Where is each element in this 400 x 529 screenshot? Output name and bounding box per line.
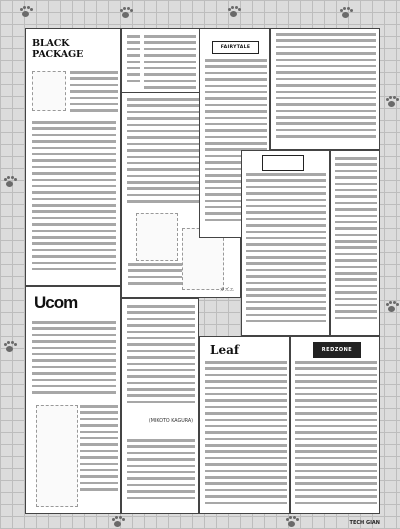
ucom-body — [32, 321, 116, 398]
caption-kazuse: カズエ — [219, 288, 234, 293]
right-top-panel — [270, 28, 380, 150]
paw-print-icon — [226, 5, 240, 19]
page-footer: TECH GIAN — [349, 520, 380, 526]
fairytale-logo — [212, 41, 259, 54]
paw-print-icon — [384, 300, 398, 314]
nss-panel — [241, 150, 330, 336]
leaf-panel — [199, 336, 290, 514]
redzone-panel — [290, 336, 380, 514]
redzone-logo-text: REDZONE — [321, 347, 353, 353]
redzone-logo — [313, 342, 361, 358]
nss-logo — [262, 155, 304, 171]
black-package-body — [70, 71, 118, 116]
paw-print-icon — [284, 515, 298, 529]
middle-note — [128, 263, 188, 289]
middle-lower-body — [127, 305, 195, 407]
mascot-illustration — [32, 71, 66, 111]
caption-mikoto: (MIKOTO KAGURA) — [148, 419, 193, 424]
paw-print-icon — [338, 6, 352, 20]
paw-print-icon — [118, 6, 132, 20]
ucom-heading: Ucom — [34, 293, 78, 312]
leaf-heading: Leaf — [210, 343, 240, 357]
middle-lower-panel — [121, 298, 199, 514]
fairytale-logo-text: FAIRYTALE — [220, 45, 251, 50]
paw-print-icon — [2, 175, 16, 189]
ucom-character-sketch — [36, 405, 78, 507]
black-package-body-2 — [32, 121, 116, 274]
paw-print-icon — [18, 5, 32, 19]
paw-print-icon — [2, 340, 16, 354]
paw-print-icon — [384, 95, 398, 109]
black-package-heading: BLACK PACKAGE — [32, 38, 84, 60]
nss-body — [246, 173, 326, 326]
ucom-panel — [25, 286, 121, 514]
right-mid-panel — [330, 150, 380, 336]
redzone-body — [295, 361, 377, 508]
middle-lower-body-2 — [127, 439, 195, 503]
black-package-panel — [25, 28, 121, 286]
right-top-body — [276, 33, 376, 142]
paw-print-icon — [110, 515, 124, 529]
doll-illustration — [136, 213, 178, 261]
right-mid-body — [335, 157, 377, 323]
ucom-body-2 — [80, 405, 118, 494]
leaf-body — [205, 361, 287, 508]
